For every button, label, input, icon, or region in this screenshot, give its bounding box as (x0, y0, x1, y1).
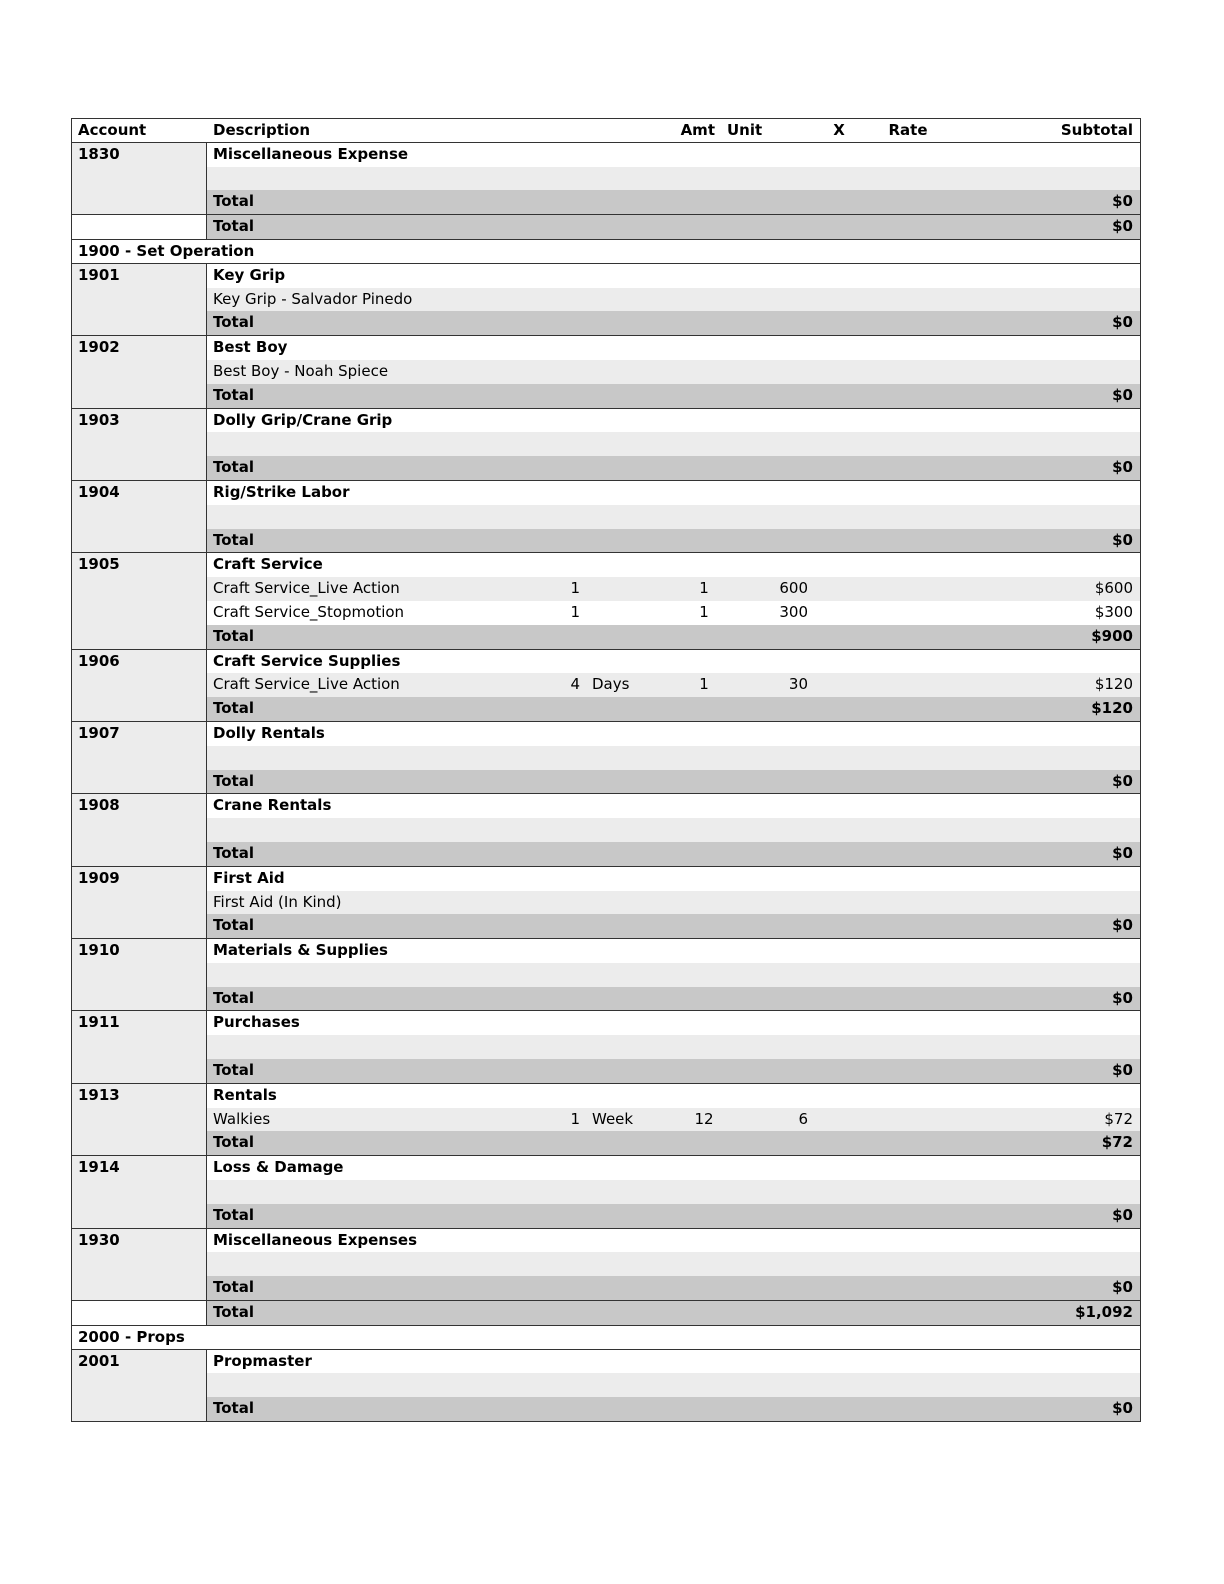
detail-row (207, 505, 1140, 529)
account-title-row (207, 481, 1140, 505)
account-block (72, 481, 1140, 553)
detail-amt: 1 (570, 602, 580, 621)
total-value: $0 (1112, 192, 1133, 211)
detail-desc (207, 746, 532, 770)
account-total-row (207, 190, 1140, 214)
account-number: 1907 (72, 722, 207, 793)
total-value: $0 (1112, 988, 1133, 1007)
detail-row (207, 1180, 1140, 1204)
detail-row (207, 1252, 1140, 1276)
account-title: Miscellaneous Expense (213, 144, 409, 163)
detail-row (207, 577, 1140, 601)
section-total-label: Total (213, 217, 254, 236)
detail-rate: 6 (798, 1109, 808, 1128)
account-title-row (207, 264, 1140, 288)
total-value: $0 (1112, 530, 1133, 549)
section-total-value: $0 (1112, 217, 1133, 236)
account-total-row (207, 1131, 1140, 1155)
detail-row (207, 360, 1140, 384)
account-title-row (207, 867, 1140, 891)
total-label: Total (213, 1205, 254, 1224)
account-title: Craft Service (213, 555, 323, 574)
detail-subtotal: $300 (1094, 602, 1133, 621)
account-block (72, 1156, 1140, 1228)
total-label: Total (213, 916, 254, 935)
account-number: 1905 (72, 553, 207, 648)
detail-rate: 30 (788, 675, 808, 694)
account-total-row (207, 914, 1140, 938)
account-title: Propmaster (213, 1351, 312, 1370)
account-title: Crane Rentals (213, 796, 332, 815)
account-title-row (207, 650, 1140, 674)
col-amt: Amt (680, 121, 715, 139)
account-title: Loss & Damage (213, 1158, 344, 1177)
account-title-row (207, 939, 1140, 963)
total-label: Total (213, 626, 254, 645)
account-block (72, 1011, 1140, 1083)
account-title-row (207, 1350, 1140, 1374)
account-total-row (207, 456, 1140, 480)
col-subtotal: Subtotal (1060, 121, 1133, 139)
detail-x: 1 (699, 579, 709, 598)
total-label: Total (213, 988, 254, 1007)
account-title-row (207, 794, 1140, 818)
section-total-row (207, 215, 1140, 239)
account-title: Dolly Grip/Crane Grip (213, 410, 393, 429)
account-block (72, 264, 1140, 336)
total-value: $0 (1112, 385, 1133, 404)
detail-desc (207, 818, 532, 842)
detail-subtotal: $72 (1104, 1109, 1133, 1128)
account-block (72, 939, 1140, 1011)
section-total-block (72, 1301, 1140, 1326)
account-block (72, 1229, 1140, 1301)
account-title-row (207, 409, 1140, 433)
detail-unit (582, 577, 684, 601)
section-total-row (207, 1301, 1140, 1325)
detail-desc (207, 432, 532, 456)
account-total-row (207, 1059, 1140, 1083)
detail-row (207, 1108, 1140, 1132)
account-title-row (207, 1084, 1140, 1108)
account-title: Purchases (213, 1013, 300, 1032)
col-rate: Rate (888, 121, 928, 139)
total-value: $0 (1112, 313, 1133, 332)
account-block (72, 867, 1140, 939)
total-value: $72 (1101, 1133, 1133, 1152)
account-title: Best Boy (213, 338, 288, 357)
account-block (72, 722, 1140, 794)
account-number: 1911 (72, 1011, 207, 1082)
detail-rate: 300 (779, 602, 808, 621)
account-title-row (207, 1011, 1140, 1035)
account-number: 1901 (72, 264, 207, 335)
total-label: Total (213, 843, 254, 862)
section-total-block (72, 215, 1140, 240)
account-total-row (207, 697, 1140, 721)
detail-amt: 1 (570, 579, 580, 598)
total-value: $0 (1112, 1278, 1133, 1297)
account-number: 1910 (72, 939, 207, 1010)
account-number: 1908 (72, 794, 207, 865)
account-title-row (207, 1229, 1140, 1253)
total-value: $0 (1112, 843, 1133, 862)
account-block (72, 650, 1140, 722)
account-block (72, 553, 1140, 649)
total-label: Total (213, 1133, 254, 1152)
total-value: $900 (1091, 626, 1133, 645)
detail-desc (207, 1373, 532, 1397)
detail-desc: Walkies (213, 1109, 271, 1128)
detail-row (207, 432, 1140, 456)
section-heading: 1900 - Set Operation (72, 240, 1140, 264)
detail-x: 1 (699, 675, 709, 694)
account-number: 1913 (72, 1084, 207, 1155)
account-block (72, 794, 1140, 866)
total-label: Total (213, 313, 254, 332)
col-description: Description (213, 121, 311, 139)
account-title-row (207, 336, 1140, 360)
col-x: X (833, 121, 845, 139)
account-title: Rig/Strike Labor (213, 482, 350, 501)
account-number: 1914 (72, 1156, 207, 1227)
account-block (72, 409, 1140, 481)
account-number: 1902 (72, 336, 207, 407)
detail-desc (207, 1035, 532, 1059)
account-total-row (207, 311, 1140, 335)
account-total-row (207, 987, 1140, 1011)
account-total-row (207, 1276, 1140, 1300)
detail-row (207, 818, 1140, 842)
account-total-row (207, 770, 1140, 794)
total-label: Total (213, 1061, 254, 1080)
account-block (72, 1084, 1140, 1156)
account-total-row (207, 625, 1140, 649)
account-number: 1903 (72, 409, 207, 480)
account-number: 1906 (72, 650, 207, 721)
detail-unit: Days (592, 675, 630, 694)
detail-row (207, 1035, 1140, 1059)
detail-rate: 600 (779, 579, 808, 598)
detail-desc: First Aid (In Kind) (213, 892, 342, 911)
detail-row (207, 167, 1140, 191)
detail-row (207, 891, 1140, 915)
detail-desc (207, 1180, 532, 1204)
section-heading: 2000 - Props (72, 1326, 1140, 1350)
detail-row (207, 601, 1140, 625)
account-block (72, 143, 1140, 215)
total-value: $0 (1112, 1399, 1133, 1418)
total-label: Total (213, 1399, 254, 1418)
total-label: Total (213, 771, 254, 790)
detail-subtotal: $120 (1094, 675, 1133, 694)
detail-row (207, 746, 1140, 770)
account-number: 1930 (72, 1229, 207, 1300)
detail-desc: Craft Service_Live Action (213, 675, 400, 694)
account-title-row (207, 1156, 1140, 1180)
total-label: Total (213, 1278, 254, 1297)
detail-unit (582, 601, 684, 625)
section-total-label: Total (213, 1303, 254, 1322)
total-label: Total (213, 192, 254, 211)
account-number: 1830 (72, 143, 207, 214)
total-value: $0 (1112, 1205, 1133, 1224)
detail-subtotal: $600 (1094, 579, 1133, 598)
total-value: $0 (1112, 458, 1133, 477)
account-title: Materials & Supplies (213, 941, 388, 960)
account-block (72, 1350, 1140, 1421)
column-header-row (72, 119, 1140, 143)
detail-desc (207, 505, 532, 529)
detail-unit: Week (592, 1109, 634, 1128)
account-number: 2001 (72, 1350, 207, 1421)
account-title: Miscellaneous Expenses (213, 1230, 417, 1249)
detail-row (207, 963, 1140, 987)
account-number: 1909 (72, 867, 207, 938)
detail-desc (207, 963, 532, 987)
detail-x: 12 (694, 1109, 714, 1128)
account-title-row (207, 553, 1140, 577)
total-label: Total (213, 530, 254, 549)
total-label: Total (213, 458, 254, 477)
detail-row (207, 1373, 1140, 1397)
detail-row (207, 288, 1140, 312)
col-unit: Unit (727, 121, 763, 139)
account-total-row (207, 529, 1140, 553)
total-label: Total (213, 385, 254, 404)
account-total-row (207, 1204, 1140, 1228)
account-title-row (207, 722, 1140, 746)
account-title: Craft Service Supplies (213, 651, 401, 670)
detail-desc (207, 1252, 532, 1276)
account-title: First Aid (213, 868, 285, 887)
total-value: $0 (1112, 771, 1133, 790)
total-value: $0 (1112, 916, 1133, 935)
detail-x: 1 (699, 602, 709, 621)
detail-desc: Best Boy - Noah Spiece (213, 361, 389, 380)
detail-desc: Key Grip - Salvador Pinedo (213, 289, 413, 308)
account-title: Dolly Rentals (213, 723, 325, 742)
detail-desc: Craft Service_Live Action (213, 579, 400, 598)
total-value: $0 (1112, 1061, 1133, 1080)
account-block (72, 336, 1140, 408)
detail-amt: 4 (570, 675, 580, 694)
account-title-row (207, 143, 1140, 167)
detail-desc: Craft Service_Stopmotion (213, 602, 405, 621)
account-number: 1904 (72, 481, 207, 552)
account-title: Key Grip (213, 265, 286, 284)
total-label: Total (213, 699, 254, 718)
detail-desc (207, 167, 532, 191)
budget-sheet (71, 118, 1141, 1422)
account-title: Rentals (213, 1085, 277, 1104)
detail-row (207, 673, 1140, 697)
account-total-row (207, 842, 1140, 866)
section-total-value: $1,092 (1075, 1303, 1133, 1322)
account-total-row (207, 384, 1140, 408)
account-total-row (207, 1397, 1140, 1421)
total-value: $120 (1091, 699, 1133, 718)
col-account: Account (78, 121, 147, 139)
detail-amt: 1 (570, 1109, 580, 1128)
